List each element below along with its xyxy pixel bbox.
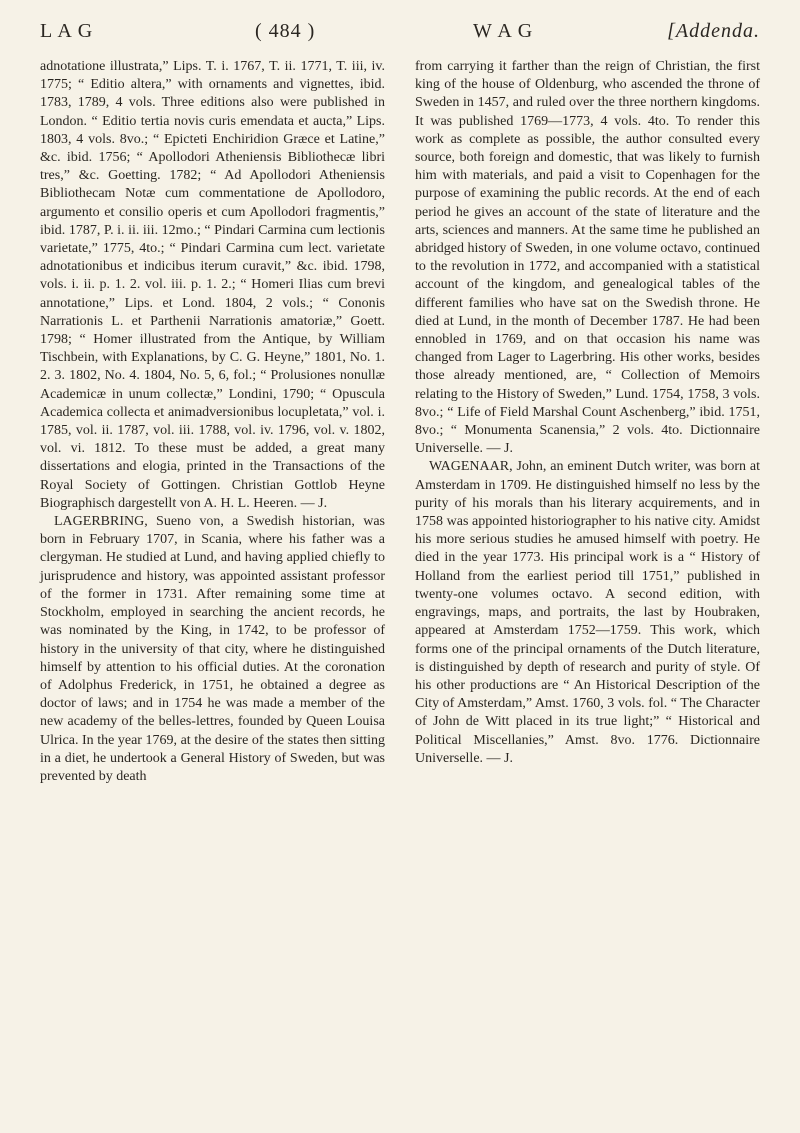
header-right-catchword: W A G xyxy=(473,20,534,42)
section-title: [Addenda. xyxy=(667,20,760,42)
header-left-catchword: L A G xyxy=(40,20,94,42)
running-header xyxy=(40,20,760,54)
paragraph-lagerbring: LAGERBRING, Sueno von, a Swedish historian, was born in February 1707, in Scania, where his father was a clergyman. He studied at Lund, and having applied chiefly to jurisprudence and history, was appointed assistant professor of the former in 1731. After remaining some time at Stockholm, employed in searching the ancient records, he was nominated by the King, in 1742, to be professor of history in the university of that city, where he distinguished himself by attention to his official duties. At the coronation of Adolphus Frederick, in 1751, he obtained a degree as doctor of laws; and in 1754 he was made a member of the new academy of the belles-lettres, founded by Queen Louisa Ulrica. In the year 1769, at the desire of the states then sitting in a diet, he undertook a General History of Sweden, but was prevented by death xyxy=(40,514,385,784)
paragraph-heyne-continued: adnotatione illustrata,” Lips. T. i. 1767, T. ii. 1771, T. iii, iv. 1775; “ Editio altera,” with ornaments and vignettes, ibid. 1783, 1789, 4 vols. Three editions also were published in London. “ Editio tertia novis curis emendata et aucta,” Lips. 1803, 4 vols. 8vo.; “ Epicteti Enchiridion Græce et Latine,” &c. ibid. 1756; “ Apollodori Atheniensis Bibliothecæ libri tres,” &c. Goetting. 1782; “ Ad Apollodori Atheniensis Bibliothecam Notæ cum commentatione de Apollodoro, argumento et consilio operis et cum Apollodori fragmentis,” ibid. 1787, P. i. ii. iii. 12mo.; “ Pindari Carmina cum lectionis varietate,” 1775, 4to.; “ Pindari Carmina cum lect. varietate adnotationibus et indicibus iterum curavit,” &c. ibid. 1798, vols. i. ii. p. 1. 2. vol. iii. p. 1. 2.; “ Homeri Ilias cum brevi annotatione,” Lips. et Lond. 1804, 2 vols.; “ Cononis Narrationis L. et Parthenii Narrationis amatoriæ,” Goett. 1798; “ Homer illustrated from the Antique, by William Tischbein, with Explanations, by C. G. Heyne,” 1801, No. 1. 2. 3. 1802, No. 4. 1804, No. 5, 6, fol.; “ Prolusiones nonullæ Academicæ in unum collectæ,” Londini, 1790; “ Opuscula Academica collecta et animadversionibus locupletata,” vol. i. 1785, vol. ii. 1787, vol. iii. 1788, vol. iv. 1796, vol. v. 1802, vol. vi. 1812. To these must be added, a great many dissertations and elogia, printed in the Transactions of the Royal Society of Gottingen. Christian Gottlob Heyne Biographisch dargestellt von A. H. L. Heeren. — J. xyxy=(40,59,385,511)
right-column xyxy=(415,58,760,768)
paragraph-lagerbring-continued: from carrying it farther than the reign of Christian, the first king of the house of Oldenburg, who ascended the throne of Sweden in 1457, and ruled over the three northern kingdoms. It was published 1769—1773, 4 vols. 4to. To render this work as complete as possible, the author consulted every source, both foreign and domestic, that was likely to furnish him with materials, and paid a visit to Copenhagen for the purpose of examining the public records. At the end of each period he gives an account of the state of literature and the arts, sciences and manners. At the same time he published an abridged history of Sweden, in one volume octavo, continued to the revolution in 1772, and accompanied with a statistical account of the kingdom, and genealogical tables of the different families who have sat on the Swedish throne. He died at Lund, in the month of December 1787. He had been ennobled in 1769, and on that occasion his name was changed from Lager to Lagerbring. His other works, besides those already mentioned, are, “ Collection of Memoirs relating to the History of Sweden,” Lund. 1754, 1758, 3 vols. 8vo.; “ Life of Field Marshal Count Aschenberg,” ibid. 1751, 8vo.; “ Monumenta Scanensia,” 2 vols. 4to. Dictionnaire Universelle. — J. xyxy=(415,59,760,457)
left-column xyxy=(40,58,385,786)
paragraph-wagenaar: WAGENAAR, John, an eminent Dutch writer, was born at Amsterdam in 1709. He distinguished himself no less by the purity of his morals than his literary acquirements, and in 1758 was appointed historiographer to his native city. Amidst his more serious studies he amused himself with poetry. He died in the year 1773. His principal work is a “ History of Holland from the earliest period till 1751,” published in twenty-one volumes octavo. A second edition, with engravings, maps, and portraits, the last by Houbraken, appeared at Amsterdam 1752—1759. This work, which forms one of the principal ornaments of the Dutch literature, is distinguished by depth of research and purity of style. Of his other productions are “ An Historical Description of the City of Amsterdam,” Amst. 1760, 3 vols. fol. “ The Character of John de Witt placed in its true light;” “ Historical and Political Miscellanies,” Amst. 8vo. 1776. Dictionnaire Universelle. — J. xyxy=(415,459,760,766)
page-number: ( 484 ) xyxy=(255,20,316,42)
